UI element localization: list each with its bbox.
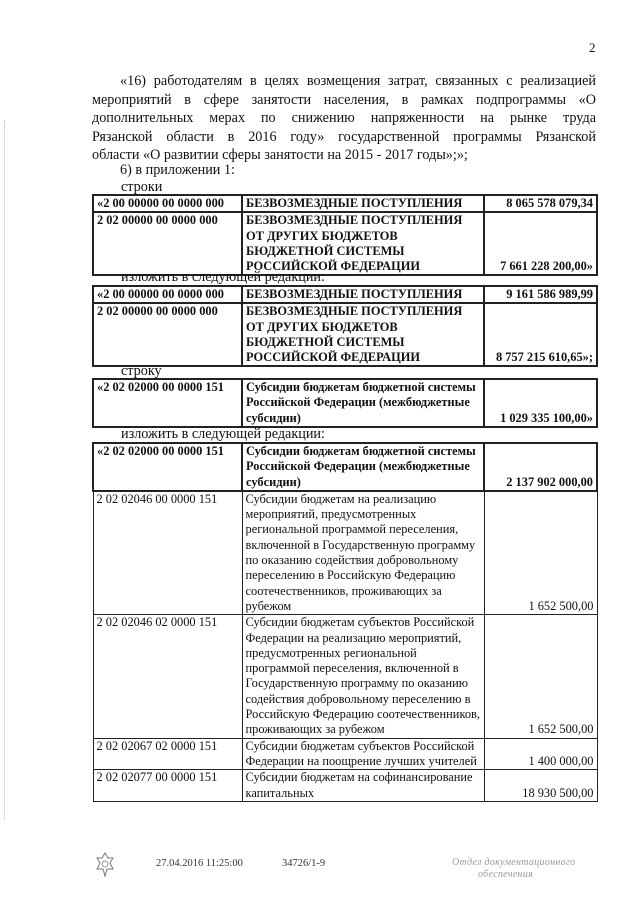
table-row: [93, 615, 597, 738]
stamp-line: обеспечения: [478, 869, 534, 880]
name-cell: Субсидии бюджетам бюджетной системы Российской Федерации (межбюджетные субсидии): [242, 443, 484, 491]
sum-cell: 8 065 578 079,34: [484, 195, 597, 212]
label-line: строку: [121, 363, 162, 379]
page-number: 2: [589, 40, 596, 55]
name-cell: БЕЗВОЗМЕЗДНЫЕ ПОСТУПЛЕНИЯ: [242, 286, 484, 303]
paragraph-line: Рязанской области в 2016 году» государственной программы Рязанской: [92, 128, 596, 145]
paragraph-line: дополнительных мерах по снижению напряженности на рынке труда: [92, 110, 596, 126]
footer-doc-number: 34726/1-9: [282, 858, 326, 869]
paragraph-line: «16) работодателям в целях возмещения затрат, связанных с реализацией: [120, 73, 596, 89]
footer-stamp: [452, 857, 575, 881]
sum-cell: 8 757 215 610,65»;: [484, 303, 597, 366]
table-row: [93, 195, 597, 212]
sum-cell: 1 029 335 100,00»: [484, 379, 597, 427]
item-6-heading: 6) в приложении 1:: [120, 162, 235, 178]
name-cell: БЕЗВОЗМЕЗДНЫЕ ПОСТУПЛЕНИЯ ОТ ДРУГИХ БЮДЖЕТОВ БЮДЖЕТНОЙ СИСТЕМЫ РОССИЙСКОЙ ФЕДЕРАЦИИ: [242, 212, 484, 275]
label-replace: изложить в следующей редакции:: [121, 426, 325, 442]
sum-cell: 1 652 500,00: [484, 615, 597, 738]
table-row: [93, 770, 597, 802]
sum-cell: 9 161 586 989,99: [484, 286, 597, 303]
stamp-line: Отдел документационного: [452, 857, 576, 868]
table-row: [93, 379, 597, 427]
sum-cell: 1 652 500,00: [484, 491, 597, 615]
code-cell: «2 00 00000 00 0000 000: [93, 195, 242, 212]
code-cell: 2 02 02077 00 0000 151: [93, 770, 242, 802]
name-cell: Субсидии бюджетам субъектов Российской Федерации на поощрение лучших учителей: [242, 738, 484, 770]
code-cell: 2 02 02067 02 0000 151: [93, 738, 242, 770]
footer-datetime: 27.04.2016 11:25:00: [156, 858, 243, 869]
amendment-paragraph: [92, 72, 596, 165]
code-cell: «2 02 02000 00 0000 151: [93, 379, 242, 427]
name-cell: Субсидии бюджетам бюджетной системы Российской Федерации (межбюджетные субсидии): [242, 379, 484, 427]
table-row: [93, 212, 597, 275]
code-cell: 2 02 02046 02 0000 151: [93, 615, 242, 738]
sum-cell: 1 400 000,00: [484, 738, 597, 770]
paragraph-line: области «О развитии сферы занятости на 2015 - 2017 годы»;»;: [92, 147, 468, 163]
name-cell: Субсидии бюджетам на реализацию мероприятий, предусмотренных региональной программой переселения, включенной в Государственную программу по оказанию содействия добровольному переселению в Российскую Федерацию соотечественников, проживающих за рубежом: [242, 491, 484, 615]
name-cell: Субсидии бюджетам на софинансирование капитальных: [242, 770, 484, 802]
label-replace: изложить в следующей редакции:: [121, 269, 325, 285]
table-new-subsidies: [92, 442, 598, 802]
emblem-icon: [94, 852, 116, 878]
code-cell: «2 00 00000 00 0000 000: [93, 286, 242, 303]
name-cell: БЕЗВОЗМЕЗДНЫЕ ПОСТУПЛЕНИЯ ОТ ДРУГИХ БЮДЖЕТОВ БЮДЖЕТНОЙ СИСТЕМЫ РОССИЙСКОЙ ФЕДЕРАЦИИ: [242, 303, 484, 366]
table-row: [93, 738, 597, 770]
sum-cell: 2 137 902 000,00: [484, 443, 597, 491]
table-row: [93, 491, 597, 615]
name-cell: БЕЗВОЗМЕЗДНЫЕ ПОСТУПЛЕНИЯ: [242, 195, 484, 212]
table-row: [93, 303, 597, 366]
name-cell: Субсидии бюджетам субъектов Российской Федерации на реализацию мероприятий, предусмотренных региональной программой переселения, включенной в Государственную программу по оказанию содействия добровольному переселению в Российскую Федерацию соотечественников, проживающих за рубежом: [242, 615, 484, 738]
code-cell: 2 02 00000 00 0000 000: [93, 212, 242, 275]
code-cell: 2 02 00000 00 0000 000: [93, 303, 242, 366]
sum-cell: 7 661 228 200,00»: [484, 212, 597, 275]
table-new-revenue: [92, 285, 598, 367]
table-old-subsidies: [92, 378, 598, 428]
table-row: [93, 443, 597, 491]
scan-edge: [4, 120, 8, 820]
table-row: [93, 286, 597, 303]
paragraph-line: мероприятий в сфере занятости населения, в рамках подпрограммы «О: [92, 91, 596, 108]
table-old-revenue: [92, 194, 598, 276]
label-lines: строки: [121, 179, 163, 195]
code-cell: 2 02 02046 00 0000 151: [93, 491, 242, 615]
code-cell: «2 02 02000 00 0000 151: [93, 443, 242, 491]
sum-cell: 18 930 500,00: [484, 770, 597, 802]
